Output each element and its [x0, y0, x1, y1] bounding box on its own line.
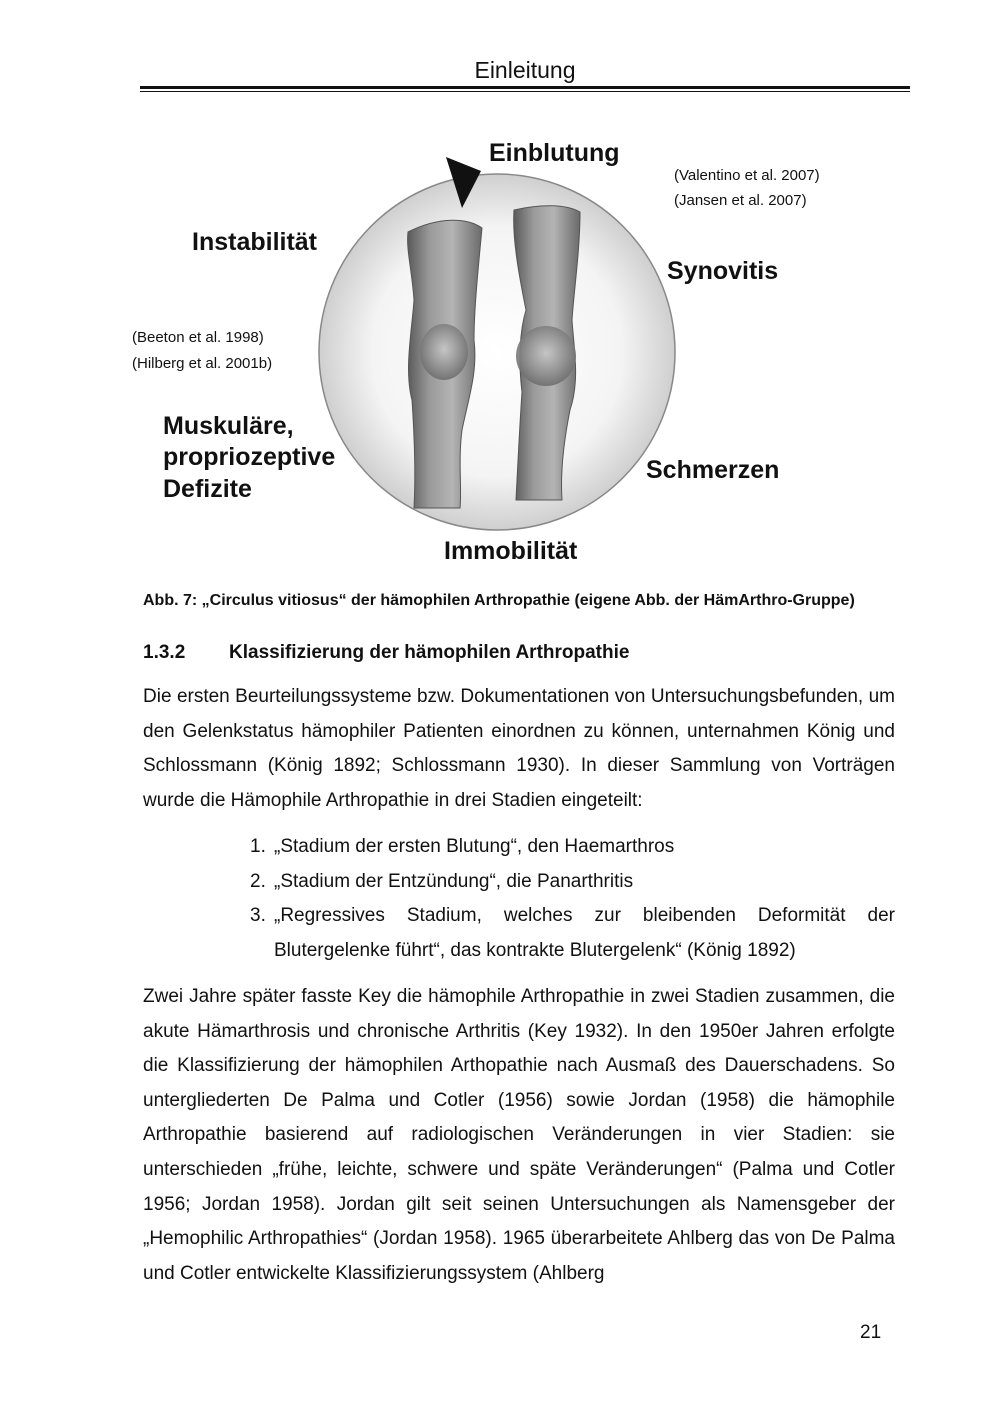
- left-knee: [420, 324, 468, 380]
- right-knee: [516, 326, 576, 386]
- label-instabilitaet: Instabilität: [192, 228, 318, 256]
- ref-hilberg: (Hilberg et al. 2001b): [132, 355, 273, 372]
- circle-diagram: [0, 0, 1000, 580]
- label-einblutung: Einblutung: [489, 139, 620, 167]
- label-immobilitaet: Immobilität: [444, 537, 578, 565]
- list-item-text: „Stadium der ersten Blutung“, den Haemarthros: [274, 836, 675, 857]
- list-item-text: „Regressives Stadium, welches zur bleibenden Deformität der Blutergelenke führt“, das kontrakte Blutergelenk“ (König 1892): [274, 905, 895, 961]
- figure-circulus-vitiosus: [0, 0, 1000, 580]
- ref-valentino: (Valentino et al. 2007): [674, 167, 820, 184]
- paragraph-1: Die ersten Beurteilungssysteme bzw. Dokumentationen von Untersuchungsbefunden, um den Gelenkstatus hämophiler Patienten einordnen zu können, unternahmen König und Schlossmann (König 1892; Schlossmann 1930). In dieser Sammlung von Vorträgen wurde die Hämophile Arthropathie in drei Stadien eingeteilt:: [143, 686, 895, 811]
- label-muskulaere-1: Muskuläre,: [163, 412, 294, 440]
- paragraph-2: Zwei Jahre später fasste Key die hämophile Arthropathie in zwei Stadien zusammen, die akute Hämarthrosis und chronische Arthritis (Key 1932). In den 1950er Jahren erfolgte die Klassifizierung der hämophilen Arthopathie nach Ausmaß des Dauerschadens. So untergliederten De Palma und Cotler (1956) sowie Jordan (1958) die hämophile Arthropathie basierend auf radiologischen Veränderungen in vier Stadien: sie unterschieden „frühe, leichte, schwere und späte Veränderungen“ (Palma und Cotler 1956; Jordan 1958). Jordan gilt seit seinen Untersuchungen als Namensgeber der „Hemophilic Arthropathies“ (Jordan 1958). 1965 überarbeitete Ahlberg das von De Palma und Cotler entwickelte Klassifizierungssystem (Ahlberg: [143, 986, 895, 1284]
- label-synovitis: Synovitis: [667, 257, 779, 285]
- list-item: [250, 899, 895, 968]
- section-number: 1.3.2: [143, 642, 186, 663]
- label-schmerzen: Schmerzen: [646, 456, 780, 484]
- list-item: [250, 865, 895, 900]
- list-marker: 2.: [250, 870, 266, 892]
- ref-jansen: (Jansen et al. 2007): [674, 192, 807, 209]
- page-number: 21: [860, 1322, 882, 1343]
- label-muskulaere-2: propriozeptive: [163, 443, 336, 471]
- list-marker: 1.: [250, 836, 266, 857]
- circle-disc: [319, 174, 675, 530]
- section-title: Klassifizierung der hämophilen Arthropathie: [229, 642, 630, 663]
- label-muskulaere-3: Defizite: [163, 475, 252, 503]
- list-marker: 3.: [250, 905, 266, 927]
- page-header-title: Einleitung: [474, 57, 576, 83]
- ref-beeton: (Beeton et al. 1998): [132, 329, 264, 346]
- stages-list: [250, 830, 895, 968]
- list-item-text: „Stadium der Entzündung“, die Panarthritis: [274, 870, 634, 892]
- list-item: [250, 830, 895, 865]
- section-heading: [143, 642, 629, 664]
- figure-caption: Abb. 7: „Circulus vitiosus“ der hämophilen Arthropathie (eigene Abb. der HämArthro-Gruppe): [143, 592, 855, 609]
